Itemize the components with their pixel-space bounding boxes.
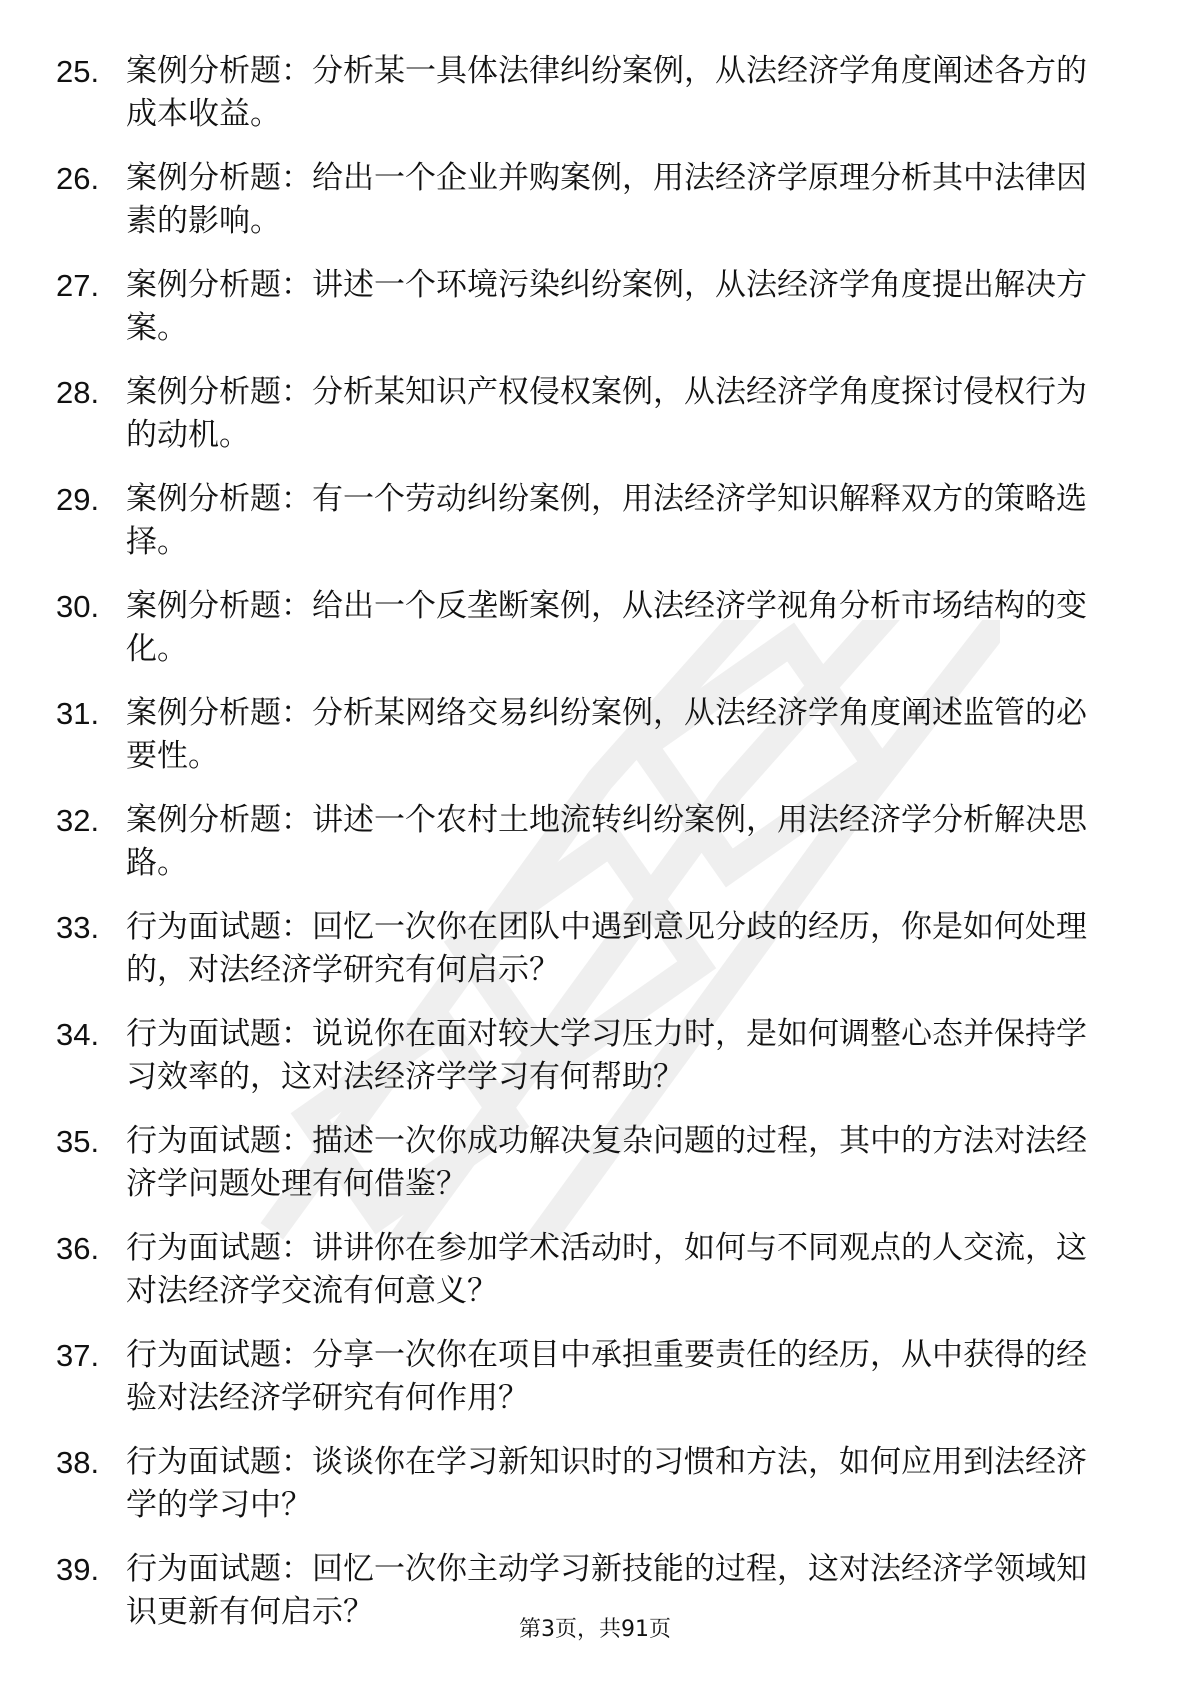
page-footer — [0, 1612, 1190, 1643]
question-number: 31. — [56, 696, 100, 731]
question-number: 28. — [56, 375, 100, 410]
question-number: 37. — [56, 1338, 100, 1373]
question-text: 行为面试题：回忆一次你主动学习新技能的过程，这对法经济学领域知识更新有何启示？ — [126, 1551, 1087, 1630]
question-text: 行为面试题：讲讲你在参加学术活动时，如何与不同观点的人交流，这对法经济学交流有何意义？ — [126, 1230, 1087, 1309]
question-text: 案例分析题：讲述一个农村土地流转纠纷案例，用法经济学分析解决思路。 — [126, 802, 1087, 881]
question-item — [56, 1441, 1106, 1527]
question-item — [56, 1120, 1106, 1206]
question-number: 29. — [56, 482, 100, 517]
question-text: 行为面试题：描述一次你成功解决复杂问题的过程，其中的方法对法经济学问题处理有何借鉴？ — [126, 1123, 1087, 1202]
question-text: 案例分析题：讲述一个环境污染纠纷案例，从法经济学角度提出解决方案。 — [126, 267, 1087, 346]
question-text: 案例分析题：分析某网络交易纠纷案例，从法经济学角度阐述监管的必要性。 — [126, 695, 1087, 774]
question-item — [56, 692, 1106, 778]
question-text: 行为面试题：分享一次你在项目中承担重要责任的经历，从中获得的经验对法经济学研究有何作用？ — [126, 1337, 1087, 1416]
question-item — [56, 1334, 1106, 1420]
question-item — [56, 264, 1106, 350]
question-text: 行为面试题：说说你在面对较大学习压力时，是如何调整心态并保持学习效率的，这对法经济学学习有何帮助？ — [126, 1016, 1087, 1095]
question-item — [56, 1227, 1106, 1313]
question-item — [56, 585, 1106, 671]
question-item — [56, 1013, 1106, 1099]
question-text: 案例分析题：有一个劳动纠纷案例，用法经济学知识解释双方的策略选择。 — [126, 481, 1087, 560]
question-number: 27. — [56, 268, 100, 303]
question-item — [56, 50, 1106, 136]
question-number: 26. — [56, 161, 100, 196]
question-number: 36. — [56, 1231, 100, 1266]
question-number: 32. — [56, 803, 100, 838]
question-item — [56, 799, 1106, 885]
question-number: 38. — [56, 1445, 100, 1480]
question-text: 案例分析题：分析某知识产权侵权案例，从法经济学角度探讨侵权行为的动机。 — [126, 374, 1087, 453]
page-number-label: 第3页，共91页 — [519, 1617, 671, 1642]
question-text: 案例分析题：分析某一具体法律纠纷案例，从法经济学角度阐述各方的成本收益。 — [126, 53, 1087, 132]
question-item — [56, 478, 1106, 564]
question-number: 25. — [56, 54, 100, 89]
question-item — [56, 906, 1106, 992]
question-number: 30. — [56, 589, 100, 624]
question-text: 案例分析题：给出一个企业并购案例，用法经济学原理分析其中法律因素的影响。 — [126, 160, 1087, 239]
question-list — [56, 50, 1106, 1655]
question-number: 34. — [56, 1017, 100, 1052]
question-text: 行为面试题：回忆一次你在团队中遇到意见分歧的经历，你是如何处理的，对法经济学研究有何启示？ — [126, 909, 1087, 988]
question-item — [56, 371, 1106, 457]
question-text: 案例分析题：给出一个反垄断案例，从法经济学视角分析市场结构的变化。 — [126, 588, 1087, 667]
question-item — [56, 157, 1106, 243]
question-number: 39. — [56, 1552, 100, 1587]
question-text: 行为面试题：谈谈你在学习新知识时的习惯和方法，如何应用到法经济学的学习中？ — [126, 1444, 1087, 1523]
question-number: 33. — [56, 910, 100, 945]
question-number: 35. — [56, 1124, 100, 1159]
